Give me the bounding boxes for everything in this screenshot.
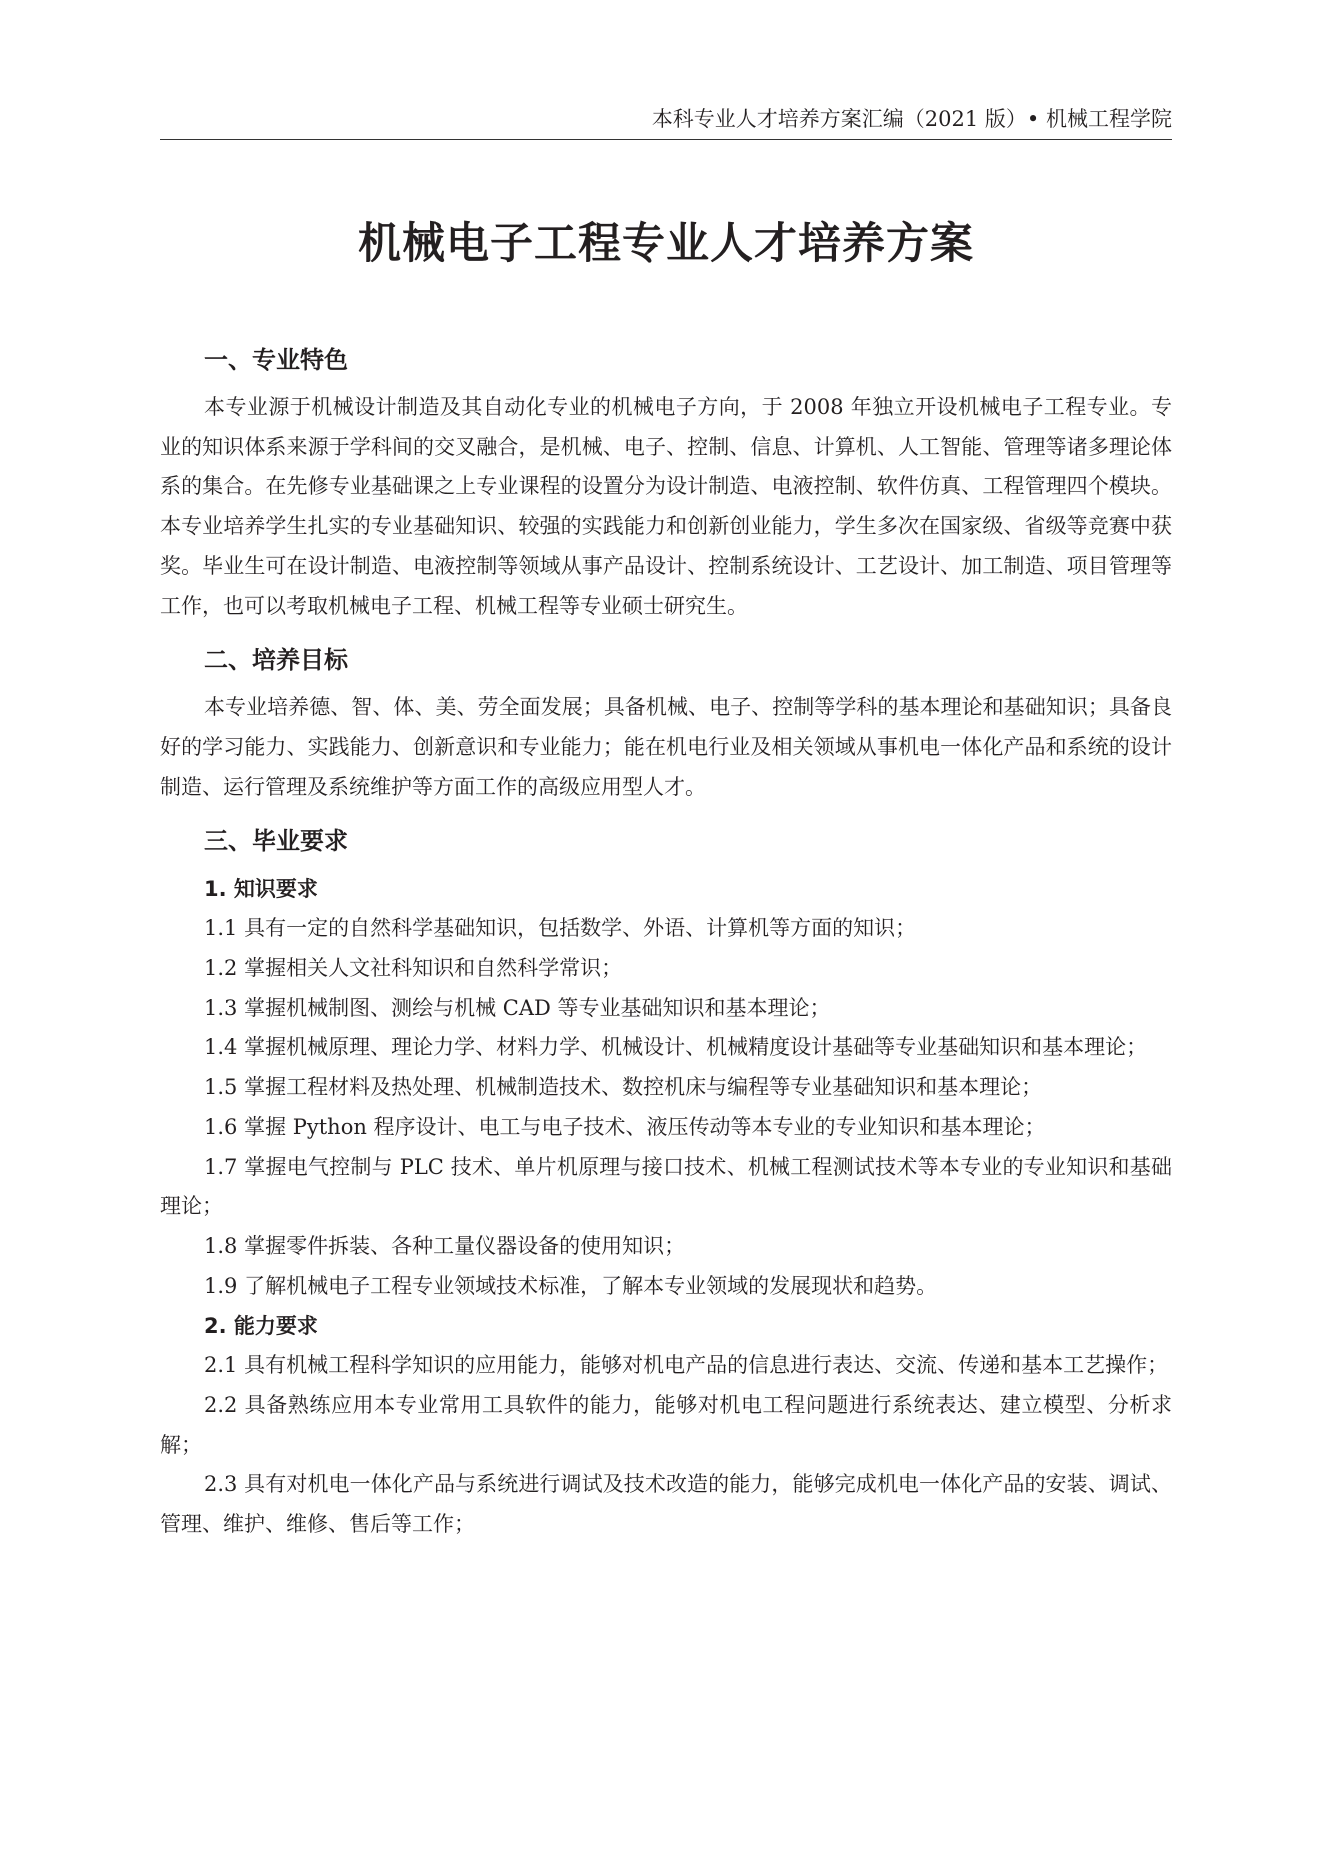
document-body [160, 340, 1172, 1545]
list-item: 1.5 掌握工程材料及热处理、机械制造技术、数控机床与编程等专业基础知识和基本理论； [204, 1075, 1043, 1100]
section-heading-objectives: 二、培养目标 [204, 646, 348, 675]
section-heading-features: 一、专业特色 [204, 346, 348, 374]
section-paragraph-objectives: 本专业培养德、智、体、美、劳全面发展；具备机械、电子、控制等学科的基本理论和基础知识；具备良好的学习能力、实践能力、创新意识和专业能力；能在机电行业及相关领域从事机电一体化产品和系统的设计制造、运行管理及系统维护等方面工作的高级应用型人才。 [160, 695, 1172, 799]
list-item: 1.7 掌握电气控制与 PLC 技术、单片机原理与接口技术、机械工程测试技术等本专业的专业知识和基础理论； [160, 1154, 1172, 1219]
list-item: 1.8 掌握零件拆装、各种工量仪器设备的使用知识； [204, 1233, 686, 1258]
subsection-heading-knowledge: 1. 知识要求 [204, 877, 318, 902]
subsection-heading-ability: 2. 能力要求 [204, 1314, 318, 1339]
list-item: 1.9 了解机械电子工程专业领域技术标准，了解本专业领域的发展现状和趋势。 [204, 1273, 938, 1298]
list-item: 1.6 掌握 Python 程序设计、电工与电子技术、液压传动等本专业的专业知识和基本理论； [204, 1114, 1046, 1139]
list-item: 1.1 具有一定的自然科学基础知识，包括数学、外语、计算机等方面的知识； [204, 916, 917, 941]
list-item: 2.3 具有对机电一体化产品与系统进行调试及技术改造的能力，能够完成机电一体化产品的安装、调试、管理、维护、维修、售后等工作； [160, 1472, 1172, 1537]
list-item: 1.2 掌握相关人文社科知识和自然科学常识； [204, 956, 623, 981]
running-header: 本科专业人才培养方案汇编（2021 版）• 机械工程学院 [651, 107, 1172, 131]
list-item: 1.4 掌握机械原理、理论力学、材料力学、机械设计、机械精度设计基础等专业基础知识和基本理论； [204, 1035, 1148, 1060]
header-divider [160, 139, 1172, 140]
list-item: 2.1 具有机械工程科学知识的应用能力，能够对机电产品的信息进行表达、交流、传递和基本工艺操作； [204, 1353, 1169, 1378]
list-item: 2.2 具备熟练应用本专业常用工具软件的能力，能够对机电工程问题进行系统表达、建立模型、分析求解； [160, 1393, 1172, 1457]
section-paragraph-features: 本专业源于机械设计制造及其自动化专业的机械电子方向，于 2008 年独立开设机械电子工程专业。专业的知识体系来源于学科间的交叉融合，是机械、电子、控制、信息、计算机、人工智能、管理等诸多理论体系的集合。在先修专业基础课之上专业课程的设置分为设计制造、电液控制、软件仿真、工程管理四个模块。本专业培养学生扎实的专业基础知识、较强的实践能力和创新创业能力，学生多次在国家级、省级等竞赛中获奖。毕业生可在设计制造、电液控制等领域从事产品设计、控制系统设计、工艺设计、加工制造、项目管理等工作，也可以考取机械电子工程、机械工程等专业硕士研究生。 [160, 395, 1172, 618]
section-heading-requirements: 三、毕业要求 [204, 827, 348, 856]
list-item: 1.3 掌握机械制图、测绘与机械 CAD 等专业基础知识和基本理论； [204, 995, 831, 1020]
page-title: 机械电子工程专业人才培养方案 [358, 219, 974, 269]
